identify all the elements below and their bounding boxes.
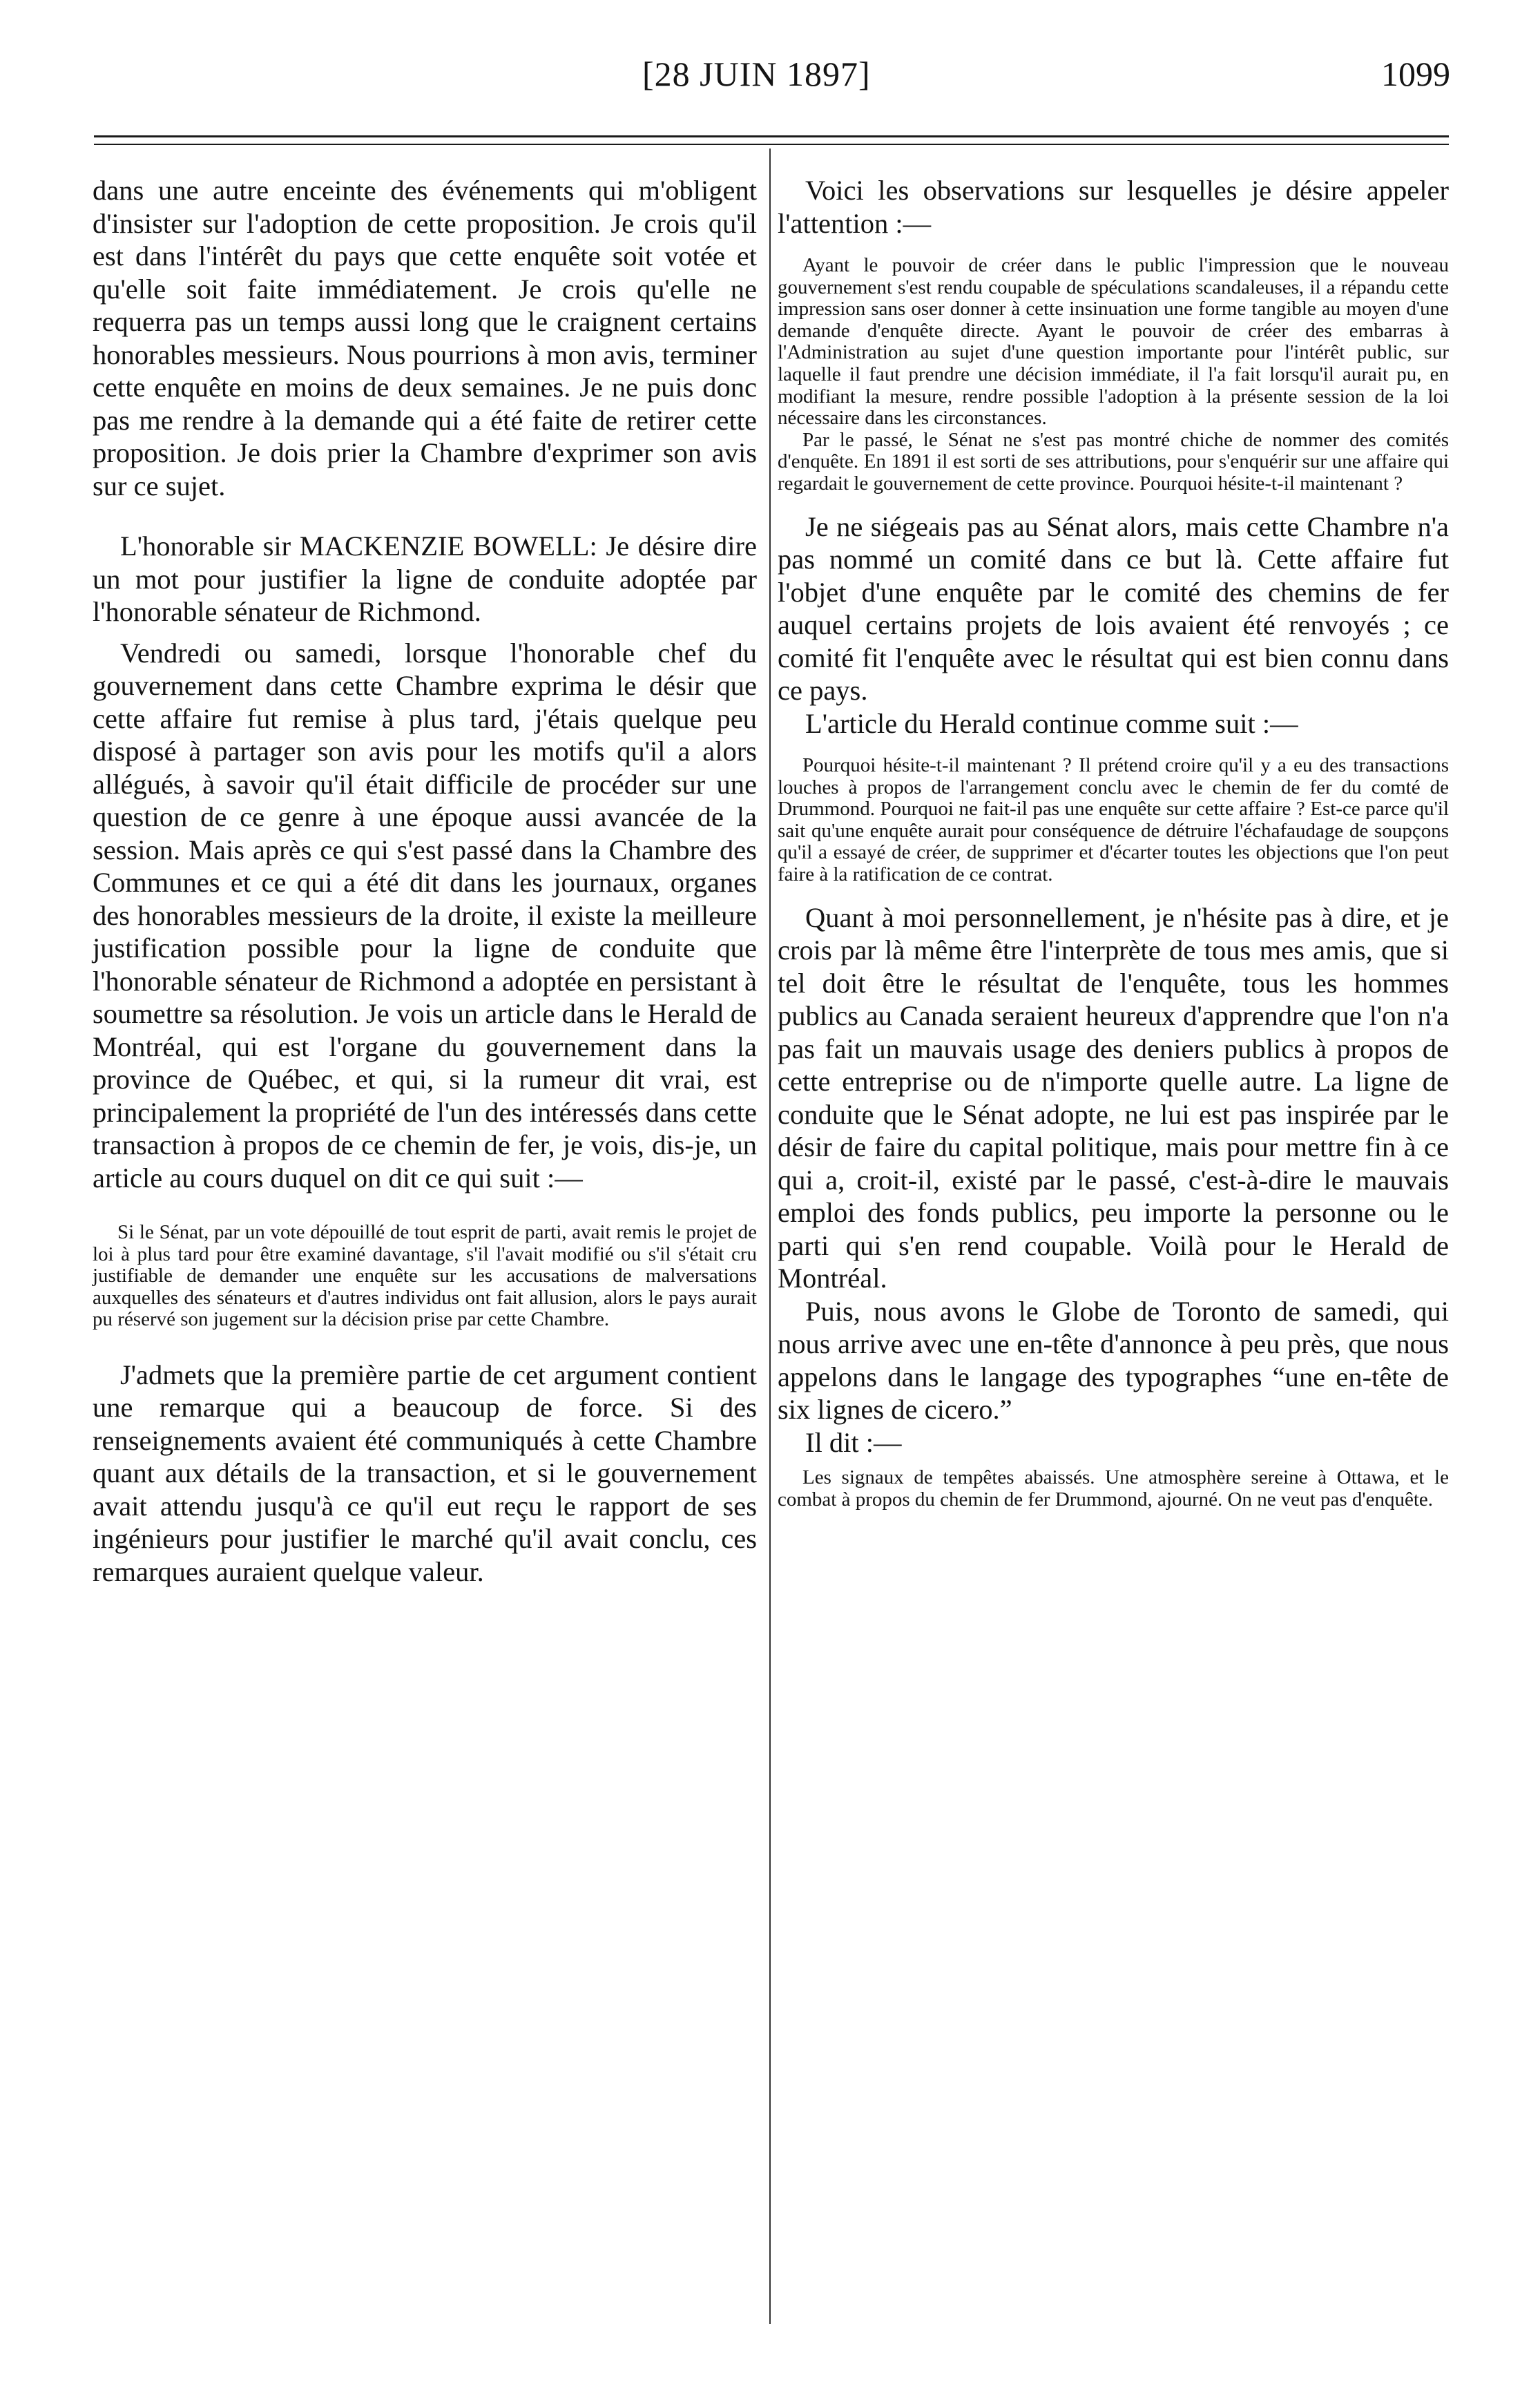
column-divider [769, 148, 771, 2324]
paragraph: Quant à moi personnellement, je n'hésite pas à dire, et je crois par là même être l'interprète de tous mes amis, que si tel doit être le résultat de l'enquête, tous les hommes publics au Canada seraient heureux d'apprendre que l'on n'a pas fait un mauvais usage des deniers publics à propos de cette entreprise ou de n'importe quelle autre. La ligne de conduite que le Sénat adopte, ne lui est pas inspirée par le désir de faire du capital politique, mais pour mettre fin à ce qui a, croit-il, existé par le passé, c'est-à-dire le mauvais emploi des fonds publics, peu importe la personne ou le parti qui s'en rend coupable. Voilà pour le Herald de Montréal. [778, 901, 1449, 1294]
paragraph: Je ne siégeais pas au Sénat alors, mais cette Chambre n'a pas nommé un comité dans ce but là. Cette affaire fut l'objet d'une enquête par le comité des chemins de fer auquel certains projets de lois avaient été renvoyés ; ce comité fit l'enquête avec le résultat qui est bien connu dans ce pays. [778, 510, 1449, 707]
paragraph: Il dit :— [805, 1426, 902, 1458]
paragraph: J'admets que la première partie de cet argument contient une remarque qui a beaucoup de force. Si des renseignements avaient été communiqués à cette Chambre quant aux détails de la transaction, et si le gouvernement avait attendu jusqu'à ce qu'il eut reçu le rapport de ses ingénieurs pour justifier le marché qu'il avait conclu, ces remarques auraient quelque valeur. [93, 1359, 757, 1587]
right-column [778, 174, 1449, 1511]
paragraph: Voici les observations sur lesquelles je désire appeler l'attention :— [778, 175, 1449, 239]
speaker-paragraph: L'honorable sir MACKENZIE BOWELL: Je désire dire un mot pour justifier la ligne de conduite adoptée par l'honorable sénateur de Richmond. [93, 530, 757, 627]
page-number: 1099 [1381, 55, 1450, 93]
header-rule-top [94, 135, 1449, 137]
paragraph: Puis, nous avons le Globe de Toronto de samedi, qui nous arrive avec une en-tête d'annonce à peu près, que nous appelons dans le langage des typographes “une en-tête de six lignes de cicero.” [778, 1295, 1449, 1426]
left-column [93, 174, 757, 1588]
page-date: [28 JUIN 1897] [642, 55, 871, 93]
block-quote: Par le passé, le Sénat ne s'est pas montré chiche de nommer des comités d'enquête. En 1891 il est sorti de ses attributions, pour s'enquérir sur une affaire qui regardait le gouvernement de cette province. Pourquoi hésite-t-il maintenant ? [778, 428, 1449, 495]
block-quote: Les signaux de tempêtes abaissés. Une atmosphère sereine à Ottawa, et le combat à propos du chemin de fer Drummond, ajourné. On ne veut pas d'enquête. [778, 1466, 1449, 1511]
page-header [0, 54, 1540, 102]
paragraph: L'article du Herald continue comme suit :— [805, 707, 1298, 739]
paragraph: dans une autre enceinte des événements qui m'obligent d'insister sur l'adoption de cette proposition. Je crois qu'il est dans l'intérêt du pays que cette enquête soit votée et qu'elle soit faite immédiatement. Je crois qu'elle ne requerra pas un temps aussi long que le craignent certains honorables messieurs. Nous pourrions à mon avis, terminer cette enquête en moins de deux semaines. Je ne puis donc pas me rendre à la demande qui a été faite de retirer cette proposition. Je dois prier la Chambre d'exprimer son avis sur ce sujet. [93, 175, 757, 501]
block-quote: Pourquoi hésite-t-il maintenant ? Il prétend croire qu'il y a eu des transactions louches à propos de l'arrangement conclu avec le chemin de fer du comté de Drummond. Pourquoi ne fait-il pas une enquête sur cette affaire ? Est-ce parce qu'il sait qu'une enquête aurait pour conséquence de détruire l'échafaudage de soupçons qu'il a essayé de créer, de supprimer et d'écarter toutes les objections que l'on peut faire à la ratification de ce contrat. [778, 754, 1449, 885]
header-rule-bottom [94, 144, 1449, 145]
block-quote: Ayant le pouvoir de créer dans le public l'impression que le nouveau gouvernement s'est rendu coupable de spéculations scandaleuses, il a répandu cette impression sans oser donner à cette insinuation une forme tangible au moyen d'une demande d'enquête directe. Ayant le pouvoir de créer des embarras à l'Administration au sujet d'une question importante pour l'intérêt public, sur laquelle il faut prendre une décision immédiate, il l'a fait lorsqu'il aurait pu, en modifiant la mesure, rendre possible l'adoption à la présente session de la loi nécessaire dans les circonstances. [778, 254, 1449, 430]
block-quote: Si le Sénat, par un vote dépouillé de tout esprit de parti, avait remis le projet de loi à plus tard pour être examiné davantage, s'il l'avait modifié ou s'il s'était cru justifiable de demander une enquête sur les accusations de malversations auxquelles des sénateurs et d'autres individus ont fait allusion, alors le pays aurait pu réservé son jugement sur la décision prise par cette Chambre. [93, 1221, 757, 1331]
paragraph: Vendredi ou samedi, lorsque l'honorable chef du gouvernement dans cette Chambre exprima le désir que cette affaire fut remise à plus tard, j'étais quelque peu disposé à partager son avis pour les motifs qu'il a alors allégués, à savoir qu'il était difficile de procéder sur une question de ce genre à une époque aussi avancée de la session. Mais après ce qui s'est passé dans la Chambre des Communes et ce qui a été dit dans les journaux, organes des honorables messieurs de la droite, il existe la meilleure justification possible pour la ligne de conduite que l'honorable sénateur de Richmond a adoptée en persistant à soumettre sa résolution. Je vois un article dans le Herald de Montréal, qui est l'organe du gouvernement dans la province de Québec, et qui, si la rumeur dit vrai, est principalement la propriété de l'un des intéressés dans cette transaction à propos de ce chemin de fer, je vois, dis-je, un article au cours duquel on dit ce qui suit :— [93, 637, 757, 1194]
